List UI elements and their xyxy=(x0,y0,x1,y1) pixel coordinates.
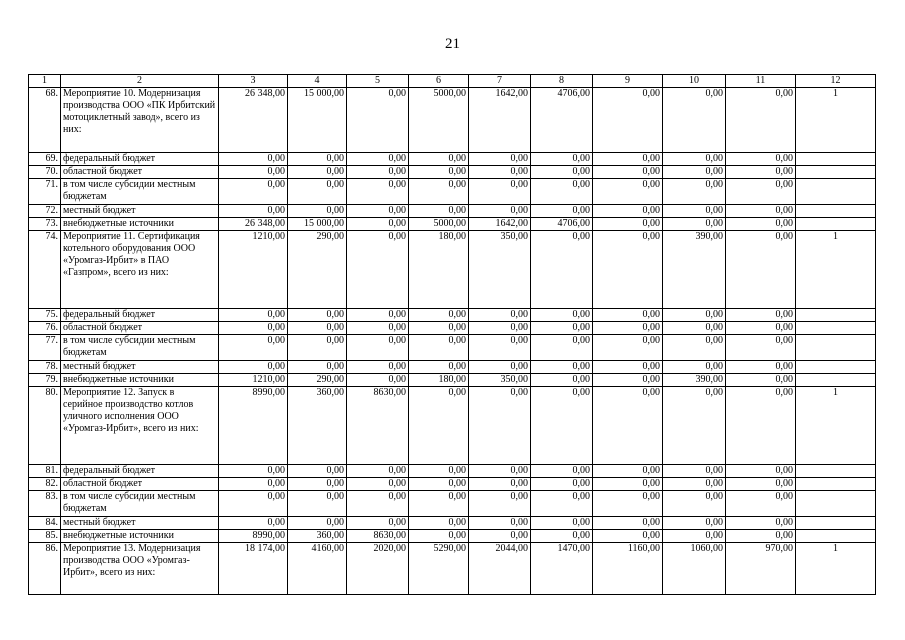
value-cell-col-11: 0,00 xyxy=(726,322,796,335)
value-cell-col-3: 1210,00 xyxy=(219,231,288,309)
value-cell-col-6: 0,00 xyxy=(409,166,469,179)
row-number: 71. xyxy=(29,179,61,205)
value-cell-col-11: 0,00 xyxy=(726,361,796,374)
value-cell-col-10: 0,00 xyxy=(663,478,726,491)
value-cell-col-6: 0,00 xyxy=(409,387,469,465)
value-cell-col-5: 0,00 xyxy=(347,465,409,478)
value-cell-col-9: 0,00 xyxy=(593,387,663,465)
value-cell-col-9: 0,00 xyxy=(593,218,663,231)
row-number: 69. xyxy=(29,153,61,166)
value-cell-col-8: 0,00 xyxy=(531,205,593,218)
value-cell-col-7: 1642,00 xyxy=(469,218,531,231)
column-12-empty-cell xyxy=(796,166,876,179)
table-row xyxy=(29,478,876,491)
row-number: 73. xyxy=(29,218,61,231)
value-cell-col-11: 0,00 xyxy=(726,387,796,465)
column-12-empty-cell xyxy=(796,478,876,491)
value-cell-col-8: 0,00 xyxy=(531,478,593,491)
table-row xyxy=(29,491,876,517)
value-cell-col-7: 0,00 xyxy=(469,361,531,374)
value-cell-col-10: 0,00 xyxy=(663,465,726,478)
row-description: областной бюджет xyxy=(61,322,219,335)
value-cell-col-7: 0,00 xyxy=(469,153,531,166)
value-cell-col-8: 0,00 xyxy=(531,465,593,478)
value-cell-col-6: 0,00 xyxy=(409,517,469,530)
row-number: 83. xyxy=(29,491,61,517)
value-cell-col-10: 0,00 xyxy=(663,88,726,153)
value-cell-col-7: 0,00 xyxy=(469,335,531,361)
row-number: 70. xyxy=(29,166,61,179)
value-cell-col-5: 0,00 xyxy=(347,153,409,166)
value-cell-col-5: 0,00 xyxy=(347,322,409,335)
value-cell-col-5: 0,00 xyxy=(347,88,409,153)
value-cell-col-4: 0,00 xyxy=(288,517,347,530)
value-cell-col-6: 0,00 xyxy=(409,335,469,361)
value-cell-col-4: 15 000,00 xyxy=(288,88,347,153)
value-cell-col-3: 26 348,00 xyxy=(219,218,288,231)
row-description: в том числе субсидии местным бюджетам xyxy=(61,491,219,517)
value-cell-col-7: 0,00 xyxy=(469,387,531,465)
column-header: 10 xyxy=(663,75,726,88)
column-header: 11 xyxy=(726,75,796,88)
value-cell-col-9: 0,00 xyxy=(593,335,663,361)
table-row xyxy=(29,309,876,322)
value-cell-col-8: 0,00 xyxy=(531,517,593,530)
value-cell-col-11: 0,00 xyxy=(726,530,796,543)
column-12-empty-cell xyxy=(796,309,876,322)
value-cell-col-9: 0,00 xyxy=(593,517,663,530)
value-cell-col-6: 0,00 xyxy=(409,153,469,166)
row-description: федеральный бюджет xyxy=(61,153,219,166)
column-12-empty-cell xyxy=(796,465,876,478)
value-cell-col-9: 0,00 xyxy=(593,322,663,335)
row-description: областной бюджет xyxy=(61,478,219,491)
table-row xyxy=(29,517,876,530)
row-description: Мероприятие 10. Модернизация производства ООО «ПК Ирбитский мотоциклетный завод», всего из них: xyxy=(61,88,219,153)
value-cell-col-11: 0,00 xyxy=(726,88,796,153)
row-number: 78. xyxy=(29,361,61,374)
value-cell-col-5: 0,00 xyxy=(347,179,409,205)
value-cell-col-8: 0,00 xyxy=(531,361,593,374)
value-cell-col-11: 0,00 xyxy=(726,231,796,309)
value-cell-col-4: 4160,00 xyxy=(288,543,347,595)
value-cell-col-9: 1160,00 xyxy=(593,543,663,595)
value-cell-col-7: 0,00 xyxy=(469,322,531,335)
value-cell-col-4: 0,00 xyxy=(288,179,347,205)
value-cell-col-6: 0,00 xyxy=(409,361,469,374)
value-cell-col-11: 0,00 xyxy=(726,218,796,231)
column-header: 7 xyxy=(469,75,531,88)
value-cell-col-6: 0,00 xyxy=(409,205,469,218)
value-cell-col-5: 0,00 xyxy=(347,231,409,309)
value-cell-col-8: 0,00 xyxy=(531,309,593,322)
row-description: внебюджетные источники xyxy=(61,530,219,543)
row-number: 68. xyxy=(29,88,61,153)
column-header: 12 xyxy=(796,75,876,88)
value-cell-col-11: 0,00 xyxy=(726,166,796,179)
value-cell-col-9: 0,00 xyxy=(593,374,663,387)
value-cell-col-7: 1642,00 xyxy=(469,88,531,153)
table-row xyxy=(29,88,876,153)
table-row xyxy=(29,374,876,387)
value-cell-col-7: 350,00 xyxy=(469,374,531,387)
value-cell-col-10: 0,00 xyxy=(663,491,726,517)
value-cell-col-7: 0,00 xyxy=(469,465,531,478)
value-cell-col-9: 0,00 xyxy=(593,478,663,491)
table-row xyxy=(29,543,876,595)
row-number: 86. xyxy=(29,543,61,595)
value-cell-col-7: 0,00 xyxy=(469,530,531,543)
value-cell-col-11: 0,00 xyxy=(726,179,796,205)
value-cell-col-3: 0,00 xyxy=(219,465,288,478)
value-cell-col-4: 0,00 xyxy=(288,491,347,517)
column-12-empty-cell xyxy=(796,361,876,374)
row-number: 72. xyxy=(29,205,61,218)
value-cell-col-3: 0,00 xyxy=(219,491,288,517)
value-cell-col-11: 970,00 xyxy=(726,543,796,595)
row-description: местный бюджет xyxy=(61,205,219,218)
value-cell-col-9: 0,00 xyxy=(593,465,663,478)
table-row xyxy=(29,530,876,543)
value-cell-col-4: 0,00 xyxy=(288,309,347,322)
row-number: 75. xyxy=(29,309,61,322)
value-cell-col-3: 26 348,00 xyxy=(219,88,288,153)
value-cell-col-5: 0,00 xyxy=(347,218,409,231)
column-12-empty-cell xyxy=(796,530,876,543)
row-description: областной бюджет xyxy=(61,166,219,179)
value-cell-col-11: 0,00 xyxy=(726,478,796,491)
value-cell-col-5: 0,00 xyxy=(347,205,409,218)
table-row xyxy=(29,179,876,205)
value-cell-col-6: 180,00 xyxy=(409,231,469,309)
value-cell-col-3: 0,00 xyxy=(219,478,288,491)
value-cell-col-11: 0,00 xyxy=(726,491,796,517)
table-row xyxy=(29,231,876,309)
budget-table xyxy=(28,74,876,595)
value-cell-col-3: 0,00 xyxy=(219,361,288,374)
value-cell-col-3: 0,00 xyxy=(219,335,288,361)
table-row xyxy=(29,361,876,374)
column-12-empty-cell xyxy=(796,335,876,361)
table-row xyxy=(29,335,876,361)
value-cell-col-8: 0,00 xyxy=(531,153,593,166)
row-description: федеральный бюджет xyxy=(61,465,219,478)
value-cell-col-8: 0,00 xyxy=(531,530,593,543)
value-cell-col-9: 0,00 xyxy=(593,166,663,179)
value-cell-col-5: 0,00 xyxy=(347,491,409,517)
row-description: внебюджетные источники xyxy=(61,374,219,387)
value-cell-col-10: 0,00 xyxy=(663,335,726,361)
value-cell-col-3: 0,00 xyxy=(219,153,288,166)
value-cell-col-11: 0,00 xyxy=(726,309,796,322)
value-cell-col-5: 0,00 xyxy=(347,374,409,387)
value-cell-col-3: 0,00 xyxy=(219,179,288,205)
value-cell-col-11: 0,00 xyxy=(726,374,796,387)
value-cell-col-7: 0,00 xyxy=(469,517,531,530)
table-row xyxy=(29,166,876,179)
column-12-empty-cell xyxy=(796,322,876,335)
row-description: Мероприятие 12. Запуск в серийное производство котлов уличного исполнения ООО «Уромгаз-Ирбит», всего из них: xyxy=(61,387,219,465)
value-cell-col-6: 0,00 xyxy=(409,322,469,335)
table-row xyxy=(29,387,876,465)
value-cell-col-9: 0,00 xyxy=(593,153,663,166)
value-cell-col-7: 0,00 xyxy=(469,309,531,322)
value-cell-col-3: 0,00 xyxy=(219,517,288,530)
column-12-empty-cell xyxy=(796,205,876,218)
value-cell-col-10: 0,00 xyxy=(663,361,726,374)
row-description: местный бюджет xyxy=(61,361,219,374)
row-number: 84. xyxy=(29,517,61,530)
value-cell-col-8: 0,00 xyxy=(531,322,593,335)
value-cell-col-6: 180,00 xyxy=(409,374,469,387)
column-12-empty-cell xyxy=(796,374,876,387)
value-cell-col-7: 0,00 xyxy=(469,491,531,517)
value-cell-col-10: 1060,00 xyxy=(663,543,726,595)
value-cell-col-4: 0,00 xyxy=(288,478,347,491)
value-cell-col-7: 0,00 xyxy=(469,166,531,179)
value-cell-col-11: 0,00 xyxy=(726,465,796,478)
table-row xyxy=(29,205,876,218)
value-cell-col-3: 0,00 xyxy=(219,322,288,335)
row-number: 82. xyxy=(29,478,61,491)
column-header: 2 xyxy=(61,75,219,88)
value-cell-col-9: 0,00 xyxy=(593,309,663,322)
value-cell-col-10: 0,00 xyxy=(663,387,726,465)
value-cell-col-4: 360,00 xyxy=(288,530,347,543)
table-header-row xyxy=(29,75,876,88)
value-cell-col-4: 0,00 xyxy=(288,205,347,218)
table-row xyxy=(29,218,876,231)
value-cell-col-8: 0,00 xyxy=(531,231,593,309)
row-description: федеральный бюджет xyxy=(61,309,219,322)
value-cell-col-4: 15 000,00 xyxy=(288,218,347,231)
page-number: 21 xyxy=(445,36,460,52)
row-number: 76. xyxy=(29,322,61,335)
value-cell-col-9: 0,00 xyxy=(593,530,663,543)
value-cell-col-10: 0,00 xyxy=(663,205,726,218)
column-header: 9 xyxy=(593,75,663,88)
row-description: Мероприятие 11. Сертификация котельного оборудования ООО «Уромгаз-Ирбит» в ПАО «Газпром», всего из них: xyxy=(61,231,219,309)
row-number: 85. xyxy=(29,530,61,543)
value-cell-col-10: 0,00 xyxy=(663,517,726,530)
value-cell-col-9: 0,00 xyxy=(593,231,663,309)
row-description: внебюджетные источники xyxy=(61,218,219,231)
value-cell-col-7: 2044,00 xyxy=(469,543,531,595)
table-row xyxy=(29,322,876,335)
value-cell-col-7: 0,00 xyxy=(469,179,531,205)
value-cell-col-10: 390,00 xyxy=(663,374,726,387)
row-description: в том числе субсидии местным бюджетам xyxy=(61,335,219,361)
row-description: Мероприятие 13. Модернизация производства ООО «Уромгаз-Ирбит», всего из них: xyxy=(61,543,219,595)
value-cell-col-5: 0,00 xyxy=(347,335,409,361)
value-cell-col-4: 0,00 xyxy=(288,322,347,335)
value-cell-col-3: 0,00 xyxy=(219,166,288,179)
value-cell-col-4: 0,00 xyxy=(288,465,347,478)
column-header: 4 xyxy=(288,75,347,88)
value-cell-col-8: 0,00 xyxy=(531,166,593,179)
value-cell-col-5: 0,00 xyxy=(347,478,409,491)
table-row xyxy=(29,465,876,478)
value-cell-col-9: 0,00 xyxy=(593,88,663,153)
value-cell-col-6: 0,00 xyxy=(409,179,469,205)
value-cell-col-4: 290,00 xyxy=(288,231,347,309)
column-12-cell: 1 xyxy=(796,387,876,465)
column-header: 8 xyxy=(531,75,593,88)
column-12-empty-cell xyxy=(796,218,876,231)
value-cell-col-8: 4706,00 xyxy=(531,218,593,231)
value-cell-col-3: 18 174,00 xyxy=(219,543,288,595)
value-cell-col-10: 390,00 xyxy=(663,231,726,309)
row-description: местный бюджет xyxy=(61,517,219,530)
column-12-empty-cell xyxy=(796,517,876,530)
value-cell-col-11: 0,00 xyxy=(726,517,796,530)
value-cell-col-6: 0,00 xyxy=(409,530,469,543)
value-cell-col-5: 0,00 xyxy=(347,309,409,322)
column-header: 3 xyxy=(219,75,288,88)
value-cell-col-6: 5000,00 xyxy=(409,88,469,153)
row-number: 77. xyxy=(29,335,61,361)
value-cell-col-5: 8630,00 xyxy=(347,530,409,543)
column-header: 1 xyxy=(29,75,61,88)
column-12-cell: 1 xyxy=(796,543,876,595)
value-cell-col-10: 0,00 xyxy=(663,530,726,543)
value-cell-col-10: 0,00 xyxy=(663,179,726,205)
value-cell-col-3: 8990,00 xyxy=(219,387,288,465)
value-cell-col-5: 0,00 xyxy=(347,517,409,530)
value-cell-col-5: 2020,00 xyxy=(347,543,409,595)
value-cell-col-3: 1210,00 xyxy=(219,374,288,387)
value-cell-col-7: 0,00 xyxy=(469,478,531,491)
value-cell-col-11: 0,00 xyxy=(726,153,796,166)
value-cell-col-8: 0,00 xyxy=(531,374,593,387)
value-cell-col-9: 0,00 xyxy=(593,179,663,205)
column-header: 5 xyxy=(347,75,409,88)
row-description: в том числе субсидии местным бюджетам xyxy=(61,179,219,205)
column-12-empty-cell xyxy=(796,491,876,517)
value-cell-col-5: 8630,00 xyxy=(347,387,409,465)
value-cell-col-11: 0,00 xyxy=(726,335,796,361)
value-cell-col-6: 0,00 xyxy=(409,309,469,322)
value-cell-col-10: 0,00 xyxy=(663,322,726,335)
value-cell-col-4: 0,00 xyxy=(288,361,347,374)
value-cell-col-8: 0,00 xyxy=(531,179,593,205)
value-cell-col-4: 0,00 xyxy=(288,335,347,361)
value-cell-col-10: 0,00 xyxy=(663,153,726,166)
row-number: 81. xyxy=(29,465,61,478)
column-12-empty-cell xyxy=(796,179,876,205)
value-cell-col-11: 0,00 xyxy=(726,205,796,218)
row-number: 74. xyxy=(29,231,61,309)
value-cell-col-10: 0,00 xyxy=(663,166,726,179)
value-cell-col-8: 0,00 xyxy=(531,387,593,465)
value-cell-col-6: 0,00 xyxy=(409,478,469,491)
value-cell-col-10: 0,00 xyxy=(663,309,726,322)
value-cell-col-9: 0,00 xyxy=(593,205,663,218)
value-cell-col-4: 290,00 xyxy=(288,374,347,387)
value-cell-col-8: 4706,00 xyxy=(531,88,593,153)
value-cell-col-5: 0,00 xyxy=(347,361,409,374)
row-number: 79. xyxy=(29,374,61,387)
value-cell-col-7: 0,00 xyxy=(469,205,531,218)
value-cell-col-8: 1470,00 xyxy=(531,543,593,595)
value-cell-col-3: 0,00 xyxy=(219,205,288,218)
value-cell-col-7: 350,00 xyxy=(469,231,531,309)
value-cell-col-6: 5000,00 xyxy=(409,218,469,231)
value-cell-col-4: 360,00 xyxy=(288,387,347,465)
value-cell-col-9: 0,00 xyxy=(593,491,663,517)
value-cell-col-6: 0,00 xyxy=(409,491,469,517)
column-12-cell: 1 xyxy=(796,231,876,309)
value-cell-col-8: 0,00 xyxy=(531,335,593,361)
value-cell-col-5: 0,00 xyxy=(347,166,409,179)
value-cell-col-6: 5290,00 xyxy=(409,543,469,595)
table-row xyxy=(29,153,876,166)
value-cell-col-8: 0,00 xyxy=(531,491,593,517)
row-number: 80. xyxy=(29,387,61,465)
value-cell-col-9: 0,00 xyxy=(593,361,663,374)
value-cell-col-10: 0,00 xyxy=(663,218,726,231)
column-12-cell: 1 xyxy=(796,88,876,153)
value-cell-col-3: 8990,00 xyxy=(219,530,288,543)
value-cell-col-4: 0,00 xyxy=(288,153,347,166)
value-cell-col-3: 0,00 xyxy=(219,309,288,322)
value-cell-col-6: 0,00 xyxy=(409,465,469,478)
column-header: 6 xyxy=(409,75,469,88)
value-cell-col-4: 0,00 xyxy=(288,166,347,179)
column-12-empty-cell xyxy=(796,153,876,166)
